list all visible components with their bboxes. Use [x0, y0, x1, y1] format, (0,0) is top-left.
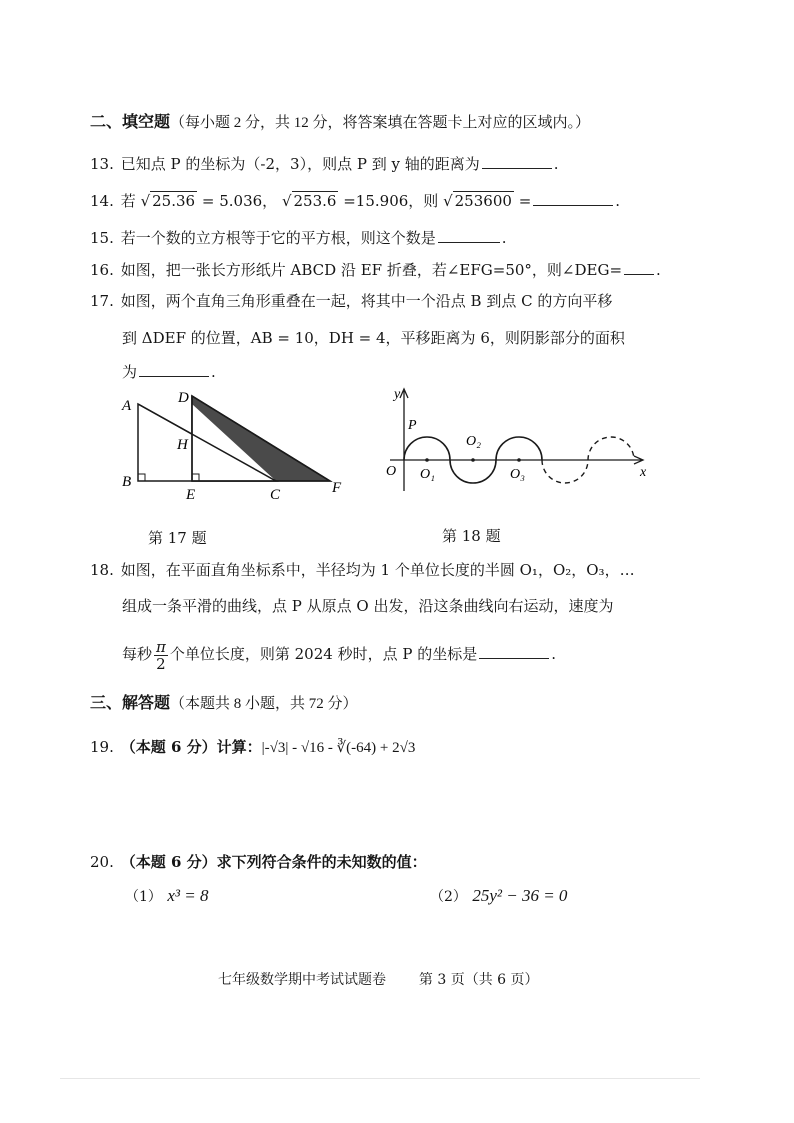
question-19-expression: |-√3| - √16 - ∛(-64) + 2√3	[261, 740, 416, 756]
question-16-number: 16.	[90, 261, 114, 279]
figure-17-caption: 第 17 题	[148, 529, 207, 547]
question-13-number: 13.	[90, 155, 114, 173]
question-18-blank	[479, 642, 549, 659]
sqrt-253600: √ 253600	[443, 192, 512, 210]
question-14-eq3: =	[518, 192, 532, 210]
label-o3: O₃	[510, 467, 525, 482]
question-14-blank	[533, 189, 613, 206]
question-18-line-3-text: 个单位长度，则第 2024 秒时，点 P 的坐标是	[169, 645, 478, 663]
label-h: H	[177, 437, 188, 453]
label-c: C	[270, 487, 281, 503]
sqrt-253-6: √ 253.6	[281, 192, 337, 210]
section-3-heading	[90, 693, 358, 714]
label-o1: O₁	[420, 467, 435, 482]
section-3-note: （本题共 8 小题，共 72 分）	[170, 696, 358, 712]
question-14-number: 14.	[90, 192, 114, 210]
point-o1	[425, 458, 429, 462]
label-d: D	[178, 390, 189, 406]
footer-page-number: 第 3 页（共 6 页）	[418, 972, 539, 988]
question-17-line-1-text: 如图，两个直角三角形重叠在一起，将其中一个沿点 B 到点 C 的方向平移	[120, 292, 613, 310]
question-16	[90, 258, 661, 280]
question-17-line-2: 到 ΔDEF 的位置，AB = 10，DH = 4，平移距离为 6，则阴影部分的面积	[122, 329, 625, 347]
question-13	[90, 152, 559, 174]
fraction-numerator: π	[156, 637, 166, 656]
part-2-label: （2）	[430, 889, 467, 905]
radicand-1: 25.36	[152, 192, 196, 210]
figure-17	[112, 385, 352, 505]
section-2-note: （每小题 2 分，共 12 分，将答案填在答题卡上对应的区域内。）	[170, 115, 591, 131]
question-14-eq1: = 5.036，	[201, 192, 278, 210]
question-19-number: 19.	[90, 738, 114, 756]
label-y: y	[394, 387, 401, 402]
question-14-eq2: =15.906，则	[343, 192, 439, 210]
label-b: B	[122, 474, 132, 490]
label-o2: O₂	[466, 434, 481, 449]
fraction-denominator: 2	[156, 654, 166, 673]
question-16-text: 如图，把一张长方形纸片 ABCD 沿 EF 折叠，若∠EFG=50°，则∠DEG=	[120, 261, 623, 279]
question-14-prefix: 若	[120, 192, 136, 210]
question-20	[90, 852, 427, 872]
question-19-label: （本题 6 分）计算：	[120, 738, 262, 756]
question-20-number: 20.	[90, 853, 114, 871]
question-17-end: .	[211, 363, 216, 381]
question-19	[90, 737, 415, 758]
question-18-line-3-prefix: 每秒	[122, 645, 153, 663]
part-1-label: （1）	[125, 889, 162, 905]
question-18-line-3	[122, 636, 556, 672]
figure-18-caption: 第 18 题	[442, 527, 501, 545]
question-14	[90, 189, 620, 211]
label-f: F	[332, 480, 342, 496]
question-17-line-3-text: 为	[122, 363, 138, 381]
question-13-text: 已知点 P 的坐标为（-2，3），则点 P 到 y 轴的距离为	[120, 155, 480, 173]
radicand-3: 253600	[454, 192, 512, 210]
footer	[218, 970, 539, 990]
point-o3	[517, 458, 521, 462]
question-17-line-1	[90, 291, 612, 311]
question-18-end: .	[551, 645, 556, 663]
question-15-number: 15.	[90, 229, 114, 247]
question-13-end: .	[553, 155, 559, 173]
page-edge	[60, 1078, 700, 1079]
label-p: P	[408, 418, 417, 433]
question-17-line-3	[122, 360, 216, 382]
question-18-line-1	[90, 560, 635, 580]
section-3-title: 三、解答题	[90, 693, 171, 712]
question-17-number: 17.	[90, 292, 114, 310]
question-20-part-1	[125, 886, 208, 907]
question-15-text: 若一个数的立方根等于它的平方根，则这个数是	[120, 229, 436, 247]
fraction-pi-over-2	[154, 639, 168, 672]
point-o2	[471, 458, 475, 462]
label-o: O	[386, 464, 397, 479]
part-2-expression: 25y² − 36 = 0	[472, 886, 568, 905]
section-2-title: 二、填空题	[90, 112, 171, 131]
question-17-blank	[139, 360, 209, 377]
question-20-part-2	[430, 886, 567, 907]
figure-18	[370, 383, 660, 503]
question-18-line-2: 组成一条平滑的曲线，点 P 从原点 O 出发，沿这条曲线向右运动，速度为	[122, 597, 614, 615]
label-e: E	[186, 487, 196, 503]
radicand-2: 253.6	[293, 192, 337, 210]
sqrt-25-36: √ 25.36	[140, 192, 196, 210]
question-18-line-1-text: 如图，在平面直角坐标系中，半径均为 1 个单位长度的半圆 O₁，O₂，O₃，…	[120, 561, 635, 579]
question-15-end: .	[501, 229, 507, 247]
label-a: A	[122, 398, 132, 414]
question-18-number: 18.	[90, 561, 114, 579]
label-x: x	[640, 465, 647, 480]
footer-title: 七年级数学期中考试试题卷	[218, 972, 386, 988]
question-13-blank	[482, 152, 552, 169]
question-20-label: （本题 6 分）求下列符合条件的未知数的值：	[120, 853, 427, 871]
question-16-end: .	[656, 261, 661, 279]
part-1-expression: x³ = 8	[167, 886, 209, 905]
section-2-heading	[90, 112, 590, 133]
question-16-blank	[624, 258, 654, 275]
question-15	[90, 226, 507, 248]
question-15-blank	[438, 226, 500, 243]
question-14-end: .	[615, 192, 621, 210]
